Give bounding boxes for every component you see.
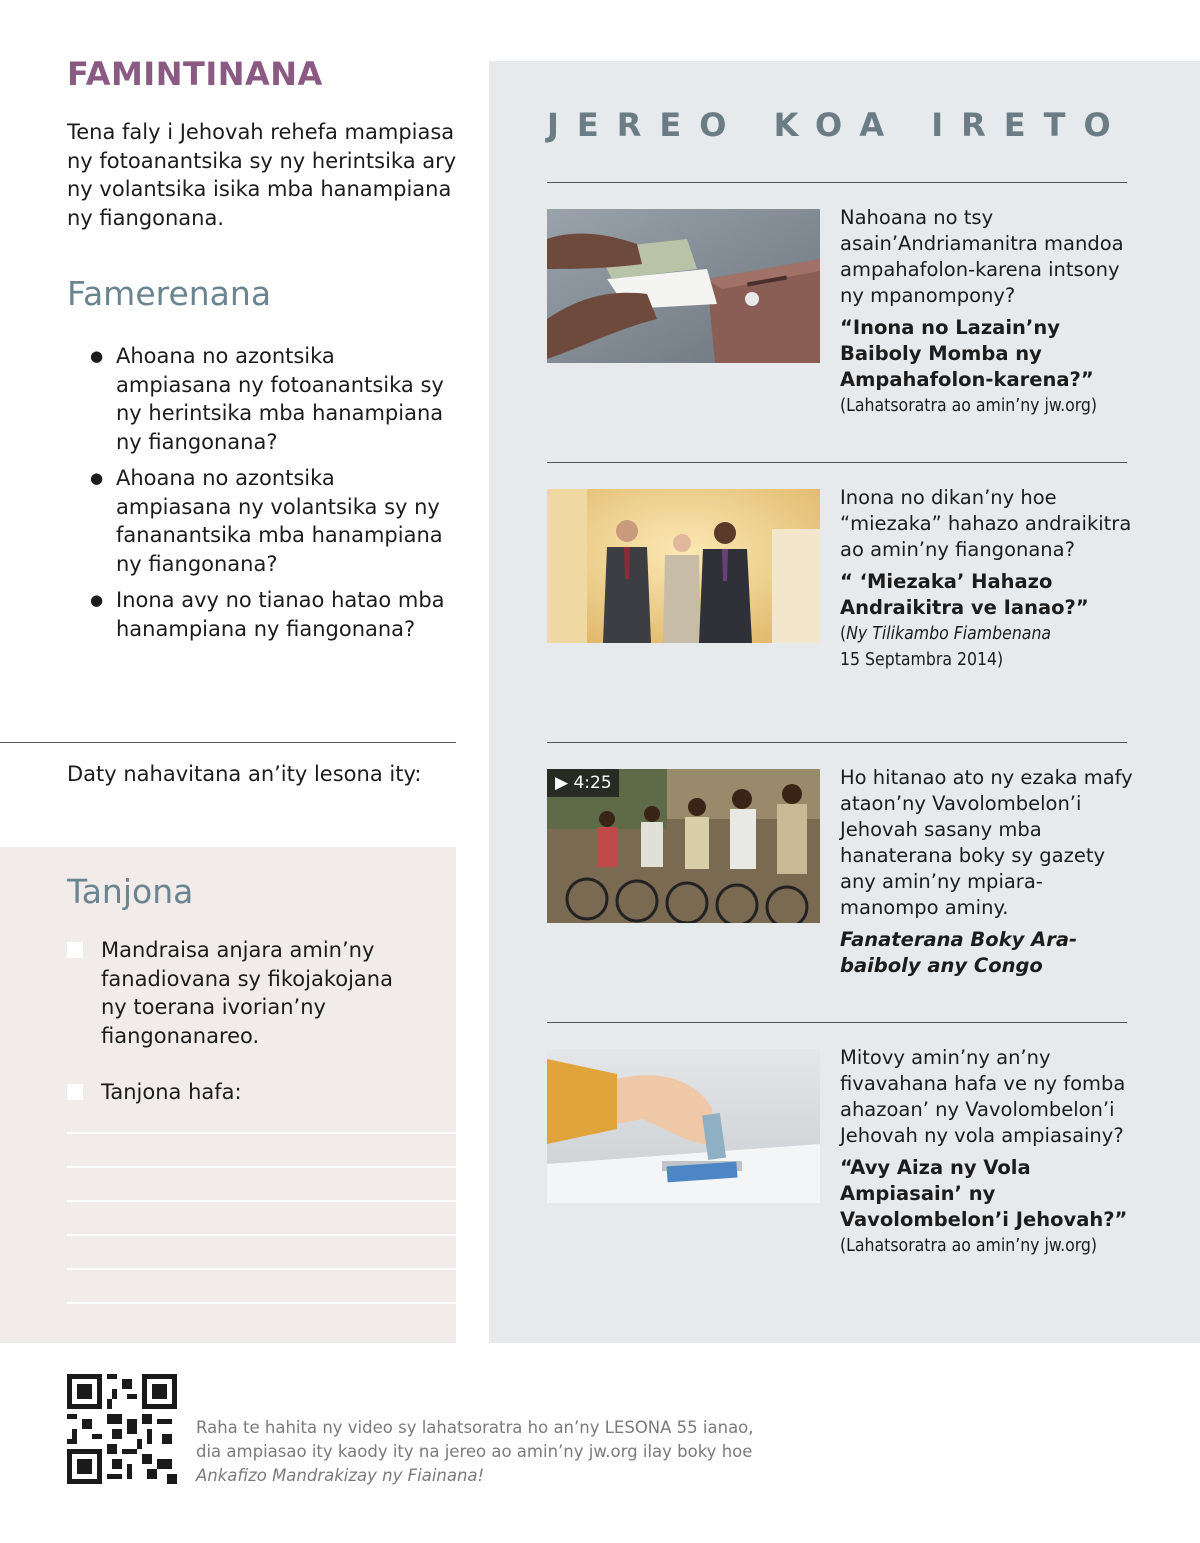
review-list	[90, 342, 450, 651]
entry-source: (Lahatsoratra ao amin’ny jw.org)	[840, 396, 1098, 416]
goal-text: Tanjona hafa:	[101, 1080, 242, 1104]
review-question: ● Inona avy no tianao hatao mba hanampiana ny fiangonana?	[90, 586, 450, 643]
donation-envelope-image[interactable]	[547, 209, 820, 363]
goal-checkbox[interactable]	[67, 942, 83, 958]
footer-instructions	[196, 1416, 756, 1488]
writing-line[interactable]	[67, 1166, 456, 1168]
writing-line[interactable]	[67, 1234, 456, 1236]
entry-source-date: 15 Septambra 2014)	[840, 650, 1004, 670]
review-heading: Famerenana	[67, 274, 272, 313]
entry-question: Mitovy amin’ny an’ny fivavahana hafa ve ny fomba ahazoan’ ny Vavolombelon’i Jehovah ny vola ampiasainy?	[840, 1046, 1126, 1147]
footer-book-title[interactable]: Ankafizo Mandrakizay ny Fiainana!	[196, 1466, 485, 1485]
see-also-entry	[840, 765, 1140, 979]
entry-link-title[interactable]: “Avy Aiza ny Vola Ampiasain’ ny Vavolombelon’i Jehovah?”	[840, 1156, 1128, 1231]
summary-heading: FAMINTINANA	[67, 55, 323, 93]
entry-link-title[interactable]: “ ‘Miezaka’ Hahazo Andraikitra ve Ianao?”	[840, 570, 1089, 619]
entry-source-open: (	[840, 624, 847, 644]
see-also-entry	[840, 1045, 1140, 1259]
entry-link-title[interactable]: Fanaterana Boky Ara-baiboly any Congo	[840, 928, 1078, 977]
divider	[547, 182, 1127, 183]
entry-source	[840, 621, 1140, 673]
entry-link-title[interactable]: “Inona no Lazain’ny Baiboly Momba ny Ampahafolon-karena?”	[840, 316, 1094, 391]
entry-question: Ho hitanao ato ny ezaka mafy ataon’ny Vavolombelon’i Jehovah sasany mba hanaterana boky sy gazety any amin’ny mpiara-manompo aminy.	[840, 766, 1133, 919]
writing-line[interactable]	[67, 1302, 456, 1304]
writing-line[interactable]	[67, 1132, 456, 1134]
entry-question: Nahoana no tsy asain’Andriamanitra mandoa ampahafolon-karena intsony ny mpanompony?	[840, 206, 1124, 307]
review-question: ● Ahoana no azontsika ampiasana ny fotoanantsika sy ny herintsika mba hanampiana ny fiangonana?	[90, 342, 450, 456]
qr-code-icon[interactable]	[67, 1374, 177, 1484]
writing-line[interactable]	[67, 1268, 456, 1270]
goal-checkbox[interactable]	[67, 1084, 83, 1100]
goal-item[interactable]	[67, 1078, 401, 1107]
entry-source: (Lahatsoratra ao amin’ny jw.org)	[840, 1236, 1098, 1256]
review-question: ● Ahoana no azontsika ampiasana ny volantsika sy ny fananantsika mba hanampiana ny fiangonana?	[90, 464, 450, 578]
bicycles-video-image[interactable]	[547, 769, 820, 923]
divider	[547, 1022, 1127, 1023]
entry-source-publication: Ny Tilikambo Fiambenana	[846, 624, 1052, 644]
see-also-entry	[840, 485, 1140, 673]
summary-text: Tena faly i Jehovah rehefa mampiasa ny fotoanantsika sy ny herintsika ary ny volantsika isika mba hanampiana ny fiangonana.	[67, 120, 457, 230]
goal-item[interactable]	[67, 936, 401, 1050]
contribution-box-image[interactable]	[547, 1049, 820, 1203]
elders-meeting-image[interactable]	[547, 489, 820, 643]
goals-heading: Tanjona	[67, 872, 194, 911]
completion-date-label: Daty nahavitana an’ity lesona ity:	[67, 762, 422, 786]
video-duration-badge[interactable]: ▶ 4:25	[547, 769, 619, 797]
see-also-heading: JEREO KOA IRETO	[547, 106, 1129, 144]
footer-text-main: Raha te hahita ny video sy lahatsoratra ho an’ny LESONA 55 ianao, dia ampiasao ity kaody ity na jereo ao amin’ny jw.org ilay boky hoe	[196, 1418, 754, 1461]
entry-question: Inona no dikan’ny hoe “miezaka” hahazo andraikitra ao amin’ny fiangonana?	[840, 486, 1132, 561]
divider	[547, 462, 1127, 463]
see-also-entry	[840, 205, 1140, 419]
divider	[0, 742, 456, 743]
goal-text: Mandraisa anjara amin’ny fanadiovana sy fikojakojana ny toerana ivorian’ny fiangonanareo.	[101, 938, 393, 1048]
divider	[547, 742, 1127, 743]
writing-line[interactable]	[67, 1200, 456, 1202]
